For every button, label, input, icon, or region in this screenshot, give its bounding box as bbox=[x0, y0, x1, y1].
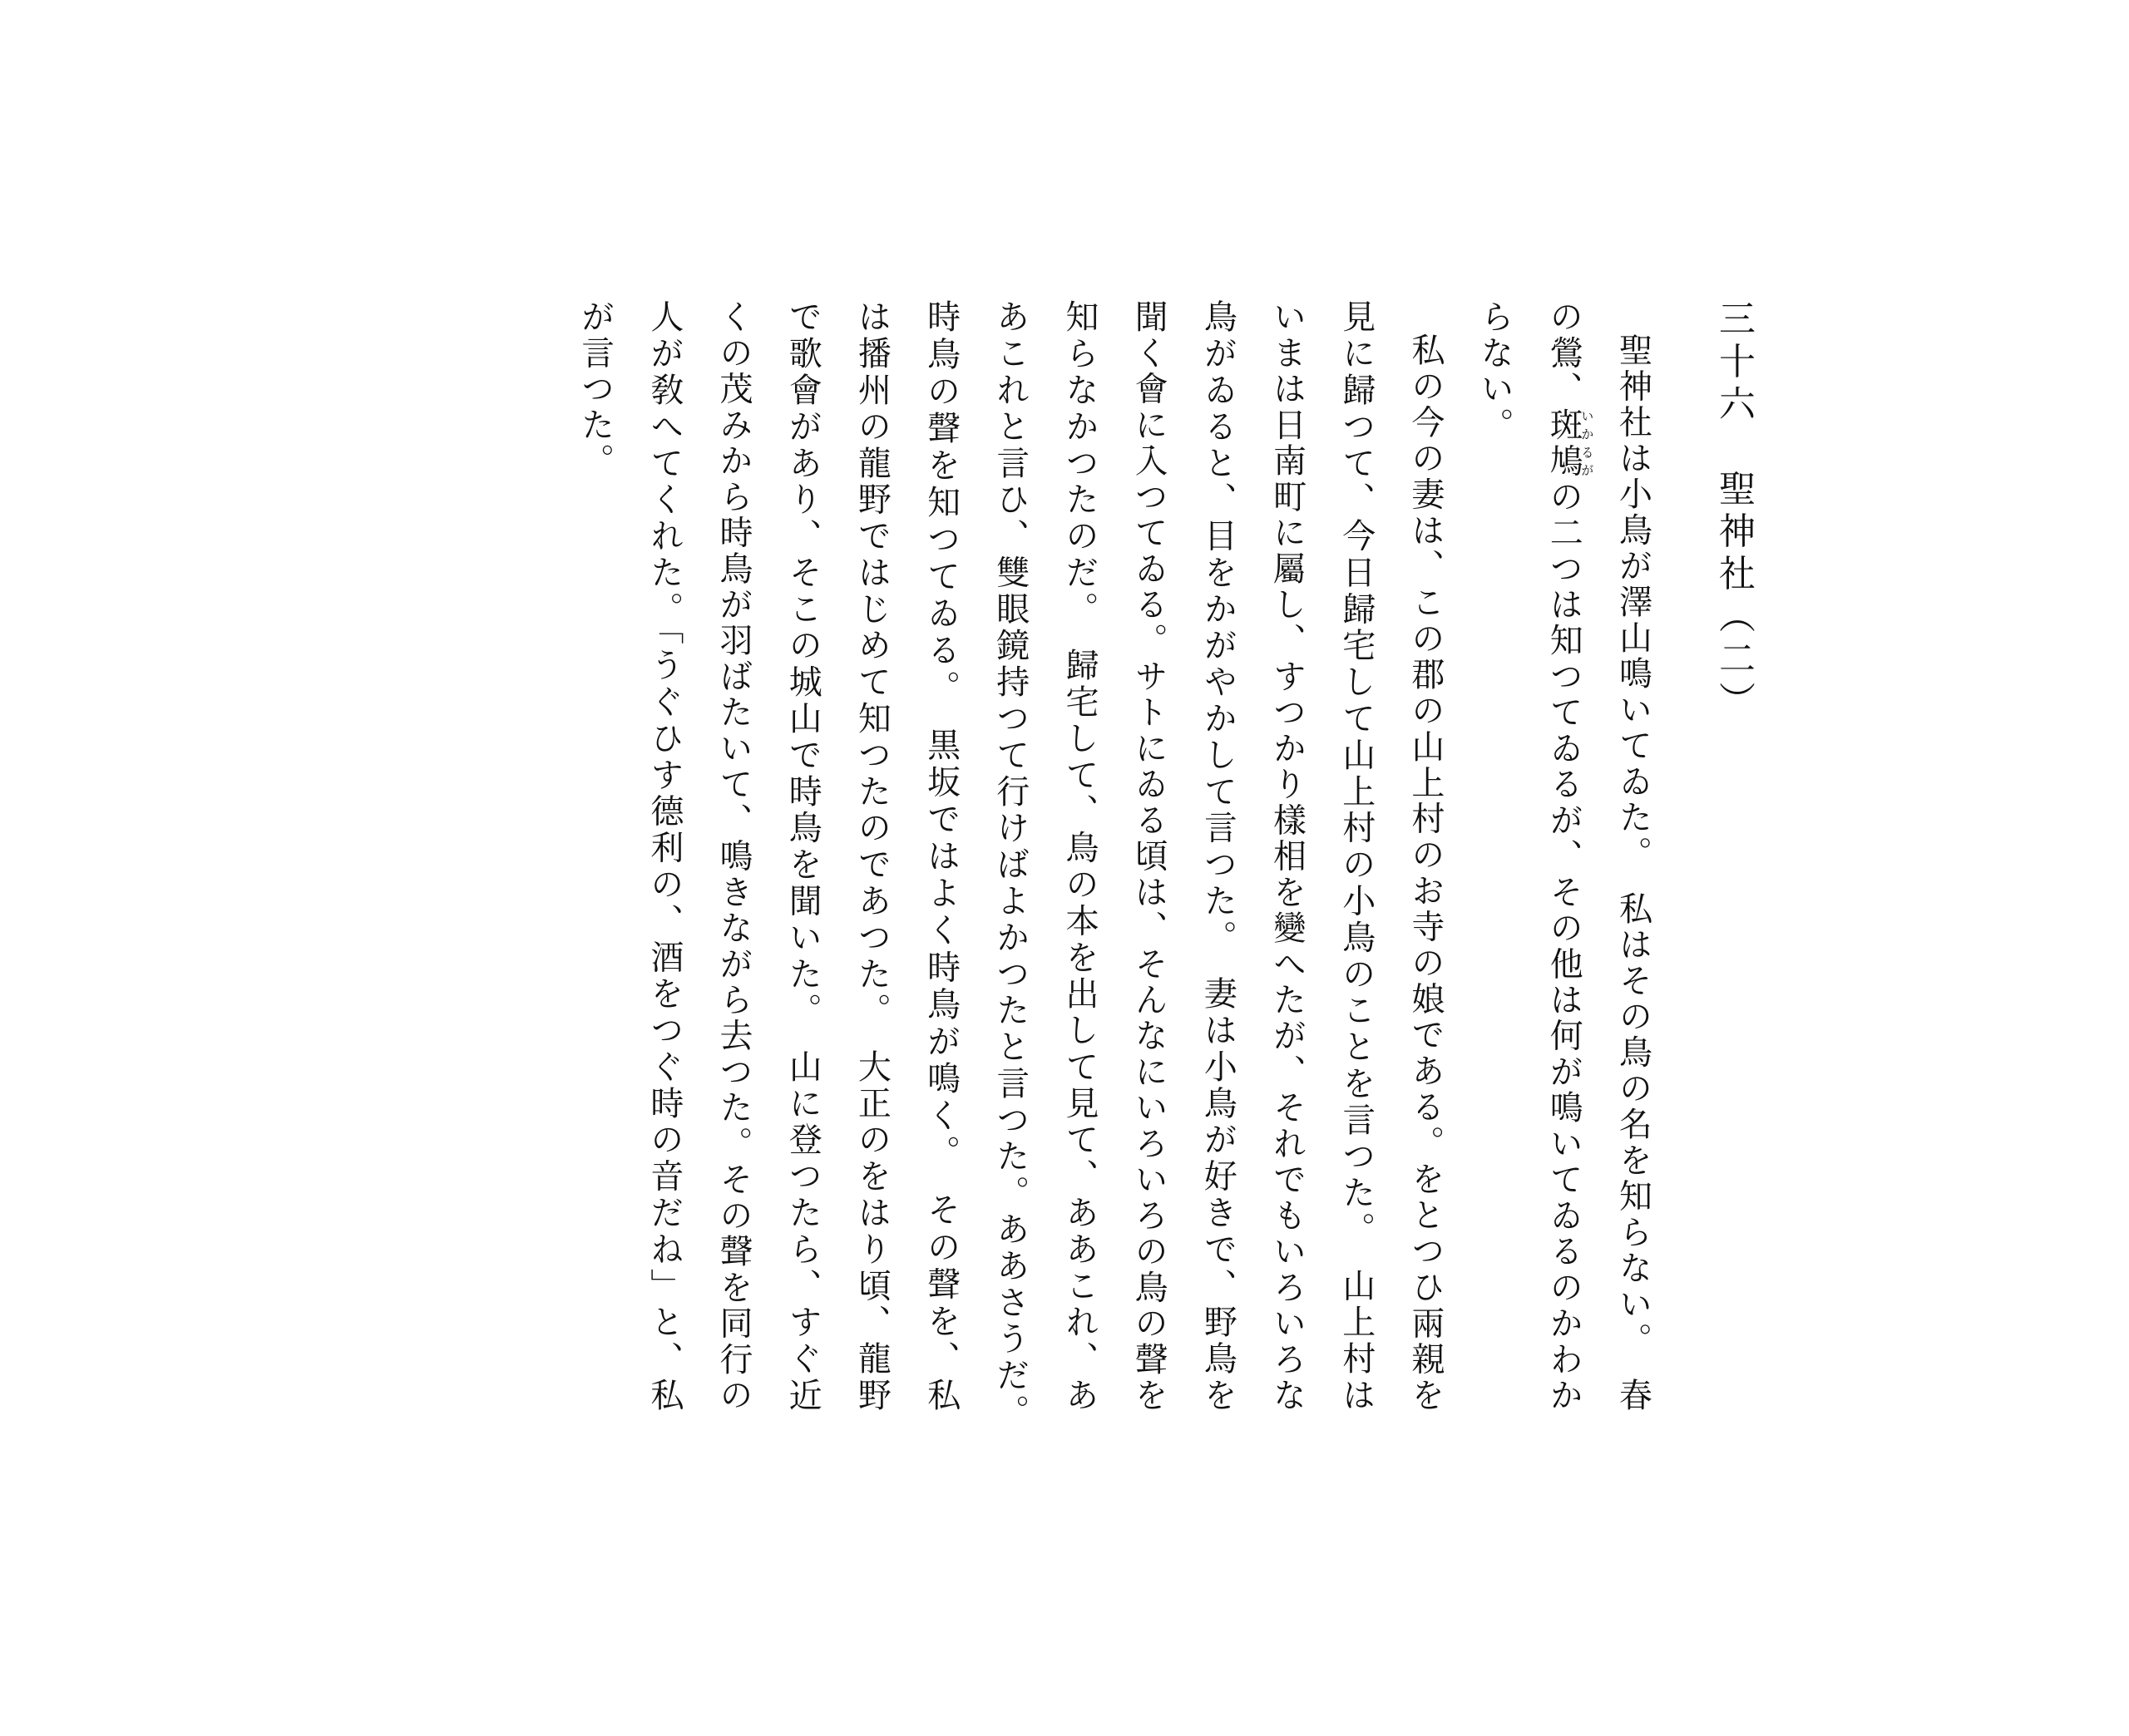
ruby-ikaruga bbox=[1544, 407, 1595, 480]
paragraph-2 bbox=[560, 299, 1459, 1450]
paragraph-2-text: 私の今の妻は、この郡の山上村のお寺の娘である。をとつひ兩親を見に歸つて、今日歸宅して山上村の小鳥のことを言つた。 山上村はいまは日南町に屬し、すつかり樣相を變へたが、それでもいろいろな鳥がゐると、目をかがやかして言つた。 妻は小鳥が好きで、野鳥を聞く會に入つてゐる。サトにゐる頃は、そんなにいろいろの鳥の聲を知らなかつたのだ。 歸宅して、鳥の本を出して見て、ああこれ、ああこれと言ひ、雙眼鏡持つて行けばよかつたと言つた。ああさうだ。 時鳥の聲を知つてゐる。 黒坂ではよく時鳥が鳴く。 その聲を、私は播州の龍野ではじめて知つたのであつた。 大正のをはり頃、龍野で歌會があり、そこの城山で時鳥を聞いた。 山に登つたら、すぐ近くの茂みから時鳥が羽ばたいて、鳴きながら去つた。その聲を同行の人が敎へてくれた。「うぐひす德利の、酒をつぐ時の音だね」と、私が言つた。 bbox=[575, 299, 1445, 1450]
body-text bbox=[560, 299, 1667, 1450]
paragraph-1-part-2: の二つは知つてゐるが、その他は何が鳴いてゐるのかわからない。 bbox=[1475, 299, 1583, 1413]
page-title: 三十六 聖神社（二） bbox=[1712, 299, 1755, 724]
ruby-base: 斑鳩 bbox=[1544, 407, 1583, 480]
paragraph-1-part-1: 聖神社は小鳥が澤山鳴いてゐた。 私はその鳥の名を知らない。 春の鶯、 bbox=[1544, 299, 1652, 1413]
ruby-text: いかるが bbox=[1579, 407, 1595, 480]
paragraph-1 bbox=[1460, 299, 1667, 1413]
vertical-text-column bbox=[560, 299, 1771, 1450]
